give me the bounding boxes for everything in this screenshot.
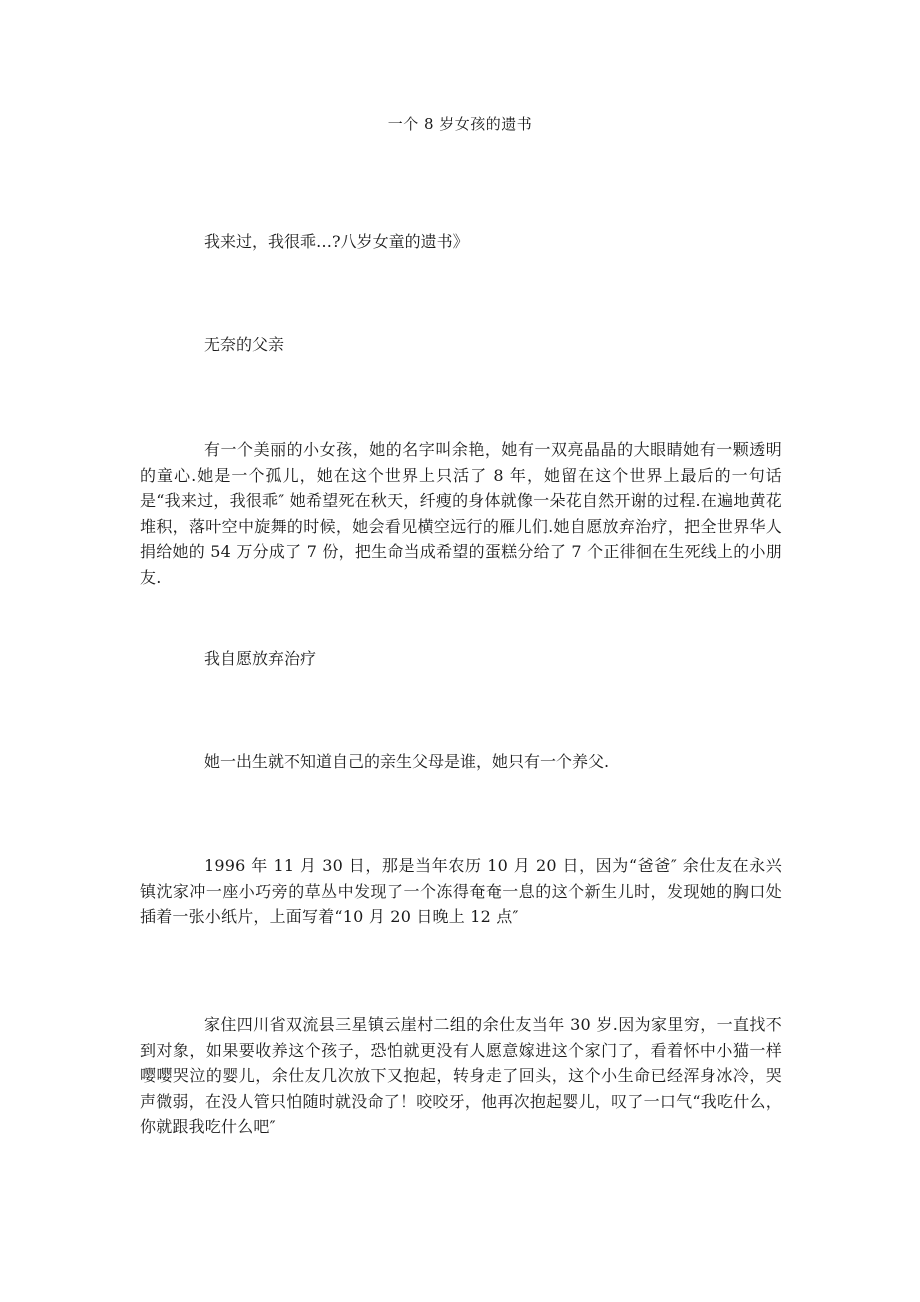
paragraph-adoption-decision: 家住四川省双流县三星镇云崖村二组的余仕友当年 30 岁.因为家里穷，一直找不到对象，如果要收养这个孩子，恐怕就更没有人愿意嫁进这个家门了，看着怀中小猫一样嘤嘤哭泣的婴儿，余仕友几次放下又抱起，转身走了回头，这个小生命已经浑身冰冷，哭声微弱，在没人管只怕随时就没命了！咬咬牙，他再次抱起婴儿，叹了一口气“我吃什么，你就跟我吃什么吧″ (140, 1015, 782, 1137)
paragraph-found-baby: 1996 年 11 月 30 日，那是当年农历 10 月 20 日，因为“爸爸″ 余仕友在永兴镇沈家冲一座小巧旁的草丛中发现了一个冻得奄奄一息的这个新生儿时，发现她的胸口处插着一张小纸片，上面写着“10 月 20 日晚上 12 点″ (140, 856, 782, 927)
section-heading-give-up-treatment: 我自愿放弃治疗 (204, 649, 317, 668)
paragraph-foster-father: 她一出生就不知道自己的亲生父母是谁，她只有一个养父. (204, 752, 610, 771)
section-heading-helpless-father: 无奈的父亲 (204, 335, 285, 354)
paragraph-introduction: 有一个美丽的小女孩，她的名字叫余艳，她有一双亮晶晶的大眼睛她有一颗透明的童心.她是一个孤儿，她在这个世界上只活了 8 年，她留在这个世界上最后的一句话是“我来过，我很乖″ 她希望死在秋天，纤瘦的身体就像一朵花自然开谢的过程.在遍地黄花堆积，落叶空中旋舞的时候，她会看见横空远行的雁儿们.她自愿放弃治疗，把全世界华人捐给她的 54 万分成了 7 份，把生命当成希望的蛋糕分给了 7 个正徘徊在生死线上的小朋友. (140, 440, 782, 587)
document-title: 一个 8 岁女孩的遗书 (387, 115, 533, 133)
subtitle-heading: 我来过，我很乖…?八岁女童的遗书》 (204, 232, 469, 251)
